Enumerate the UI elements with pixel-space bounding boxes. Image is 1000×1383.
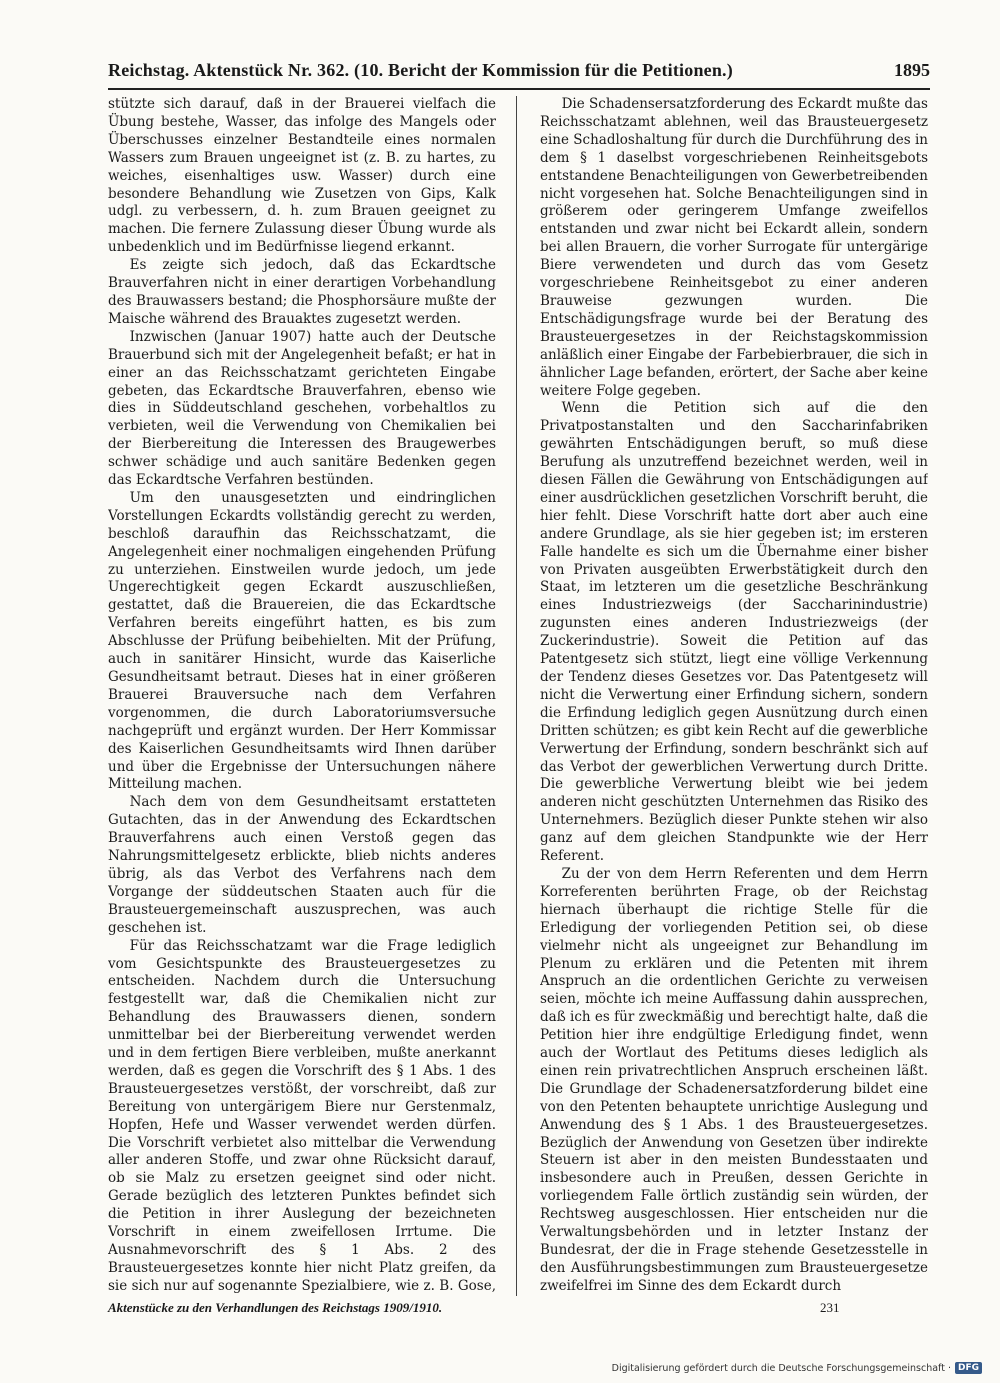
dfg-logo-icon: DFG xyxy=(955,1362,982,1374)
paragraph: Die Schadensersatzforderung des Eckardt mußte das Reichsschatzamt ablehnen, weil das Brausteuergesetz eine Schadloshaltung für durch die Durchführung des in dem § 1 daselbst vorgeschriebenen Reinheitsgebots entstandene Benachteiligungen von Gewerbetreibenden nicht vorgesehen hat. Solche Benachteiligungen sind in größerem oder geringerem Umfange zweifellos entstanden und zwar nicht bei Eckardt allein, sondern bei allen Brauern, die vorher Surrogate für untergärige Biere verwendeten und durch das vom Gesetz vorgeschriebene Reinheitsgebot zu einer anderen Brauweise gezwungen wurden. Die Entschädigungsfrage wurde bei der Beratung des Brausteuergesetzes in der Reichstagskommission anläßlich einer Eingabe der Farbebierbrauer, die sich in ähnlicher Lage befanden, erörtert, der Sache aber keine weitere Folge gegeben. xyxy=(540,96,928,399)
paragraph: Zu der von dem Herrn Referenten und dem Herrn Korreferenten berührten Frage, ob der Reichstag hiernach überhaupt die richtige Stelle für die Erledigung der vorliegenden Petition sei, ob diese vielmehr nicht als ungeeignet zur Behandlung im Plenum zu erklären und die Petenten mit ihrem Anspruch an die ordentlichen Gerichte zu verweisen seien, möchte ich meine Auffassung dahin aussprechen, daß ich es für zweckmäßig und berechtigt halte, daß die Petition hier ihre endgültige Erledigung findet, wenn auch der Wortlaut des Petitums dieses lediglich als einen rein privatrechtlichen Anspruch erscheinen läßt. Die Grundlage der Schadenersatzforderung bildet eine von den Petenten behauptete unrichtige Auslegung und Anwendung des § 1 Abs. 1 des Brausteuergesetzes. Bezüglich der Anwendung von Gesetzen über indirekte Steuern ist aber in den meisten Bundesstaaten und insbesondere auch in Preußen, dessen Gerichte in vorliegendem Falle örtlich zuständig sein würden, der Rechtsweg ausgeschlossen. Hier entscheiden nur die Verwaltungsbehörden und in letzter Instanz der Bundesrat, der die in Frage stehende Gesetzesstelle in den Ausführungsbestimmungen zum Brausteuergesetze zweifelfrei im Sinne des dem Eckardt durch xyxy=(540,865,928,1294)
footer-publication: Aktenstücke zu den Verhandlungen des Reichstags 1909/1910. xyxy=(108,1300,443,1315)
paragraph: Es zeigte sich jedoch, daß das Eckardtsche Brauverfahren nicht in einer derartigen Vorbehandlung des Brauwassers bestand; die Phosphorsäure mußte der Maische während des Brauaktes zugesetzt werden. xyxy=(108,257,496,327)
header-title: Reichstag. Aktenstück Nr. 362. (10. Bericht der Kommission für die Petitionen.) xyxy=(108,60,733,80)
paragraph: Um den unausgesetzten und eindringlichen Vorstellungen Eckardts vollständig gerecht zu werden, beschloß daraufhin das Reichsschatzamt, die Angelegenheit einer nochmaligen eingehenden Prüfung zu unterziehen. Einstweilen wurde jedoch, um jede Ungerechtigkeit gegen Eckardt auszuschließen, gestattet, daß die Brauereien, die das Eckardtsche Verfahren bereits eingeführt hatten, es bis zum Abschlusse der Prüfung beibehielten. Mit der Prüfung, auch in sanitärer Hinsicht, wurde das Kaiserliche Gesundheitsamt betraut. Dieses hat in einer größeren Brauerei Brauversuche nach dem Verfahren vorgenommen, die durch Laboratoriumsversuche nachgeprüft und ergänzt wurden. Der Herr Kommissar des Kaiserlichen Gesundheitsamts wird Ihnen darüber und über die Ergebnisse der Untersuchungen nähere Mitteilung machen. xyxy=(108,489,496,793)
paragraph: stützte sich darauf, daß in der Brauerei vielfach die Übung bestehe, Wasser, das infolge des Mangels oder Überschusses einzelner Bestandteile eines normalen Wassers zum Brauen ungeeignet ist (z. B. zu hartes, zu weiches, eisenhaltiges usw. Wasser) durch eine besondere Behandlung wie Zusetzen von Gips, Kalk udgl. zu verbessern, d. h. zum Brauen geeignet zu machen. Die fernere Zulassung dieser Übung wurde als unbedenklich und im Bedürfnisse liegend erkannt. xyxy=(108,96,496,256)
running-header xyxy=(108,60,930,86)
header-rule xyxy=(108,88,930,90)
paragraph: Inzwischen (Januar 1907) hatte auch der Deutsche Brauerbund sich mit der Angelegenheit befaßt; er hat in einer an das Reichsschatzamt gerichteten Eingabe gebeten, das Eckardtsche Brauverfahren, ebenso wie dies in Süddeutschland geschehen, vorbehaltlos zu verbieten, weil die Verwendung von Chemikalien bei der Bierbereitung die Interessen des Braugewerbes schwer schädige und auch sanitäre Bedenken gegen das Eckardtsche Verfahren bestünden. xyxy=(108,328,496,489)
digitization-credit xyxy=(612,1360,982,1376)
paragraph: Wenn die Petition sich auf die den Privatpostanstalten und den Saccharinfabriken gewährten Entschädigungen beruft, so muß diese Berufung als unzutreffend bezeichnet werden, weil in diesen Fällen die Gewährung von Entschädigungen auf einer ausdrücklichen gesetzlichen Vorschrift beruht, die hier fehlt. Diese Vorschrift hatte dort aber auch eine andere Grundlage, als sie hier gegeben ist; im ersteren Falle handelte es sich um die Übernahme einer bisher von Privaten ausgeübten Erwerbstätigkeit durch den Staat, im letzteren um die gesetzliche Beschränkung eines Industriezweigs (der Saccharinindustrie) zugunsten eines anderen Industriezweigs (der Zuckerindustrie). Soweit die Petition auf das Patentgesetz sich stützt, liegt eine völlige Verkennung der Tendenz dieses Gesetzes vor. Das Patentgesetz will nicht die Verwertung einer Erfindung sichern, sondern die Erfindung lediglich gegen Ausnützung durch einen Dritten schützen; es gibt kein Recht auf die gewerbliche Verwertung der Erfindung, sondern beschränkt sich auf das Verbot der gewerblichen Verwertung durch Dritte. Die gewerbliche Verwertung bleibt wie bei jedem anderen nicht geschützten Unternehmen das Risiko des Unternehmers. Bezüglich dieser Punkte stehen wir also ganz auf dem gleichen Standpunkte wie der Herr Referent. xyxy=(540,400,928,865)
right-column xyxy=(540,96,928,1296)
left-column xyxy=(108,96,496,1296)
paragraph: Nach dem von dem Gesundheitsamt erstatteten Gutachten, das in der Anwendung des Eckardtschen Brauverfahrens auch einen Verstoß gegen das Nahrungsmittelgesetz erblickte, blieb nichts anderes übrig, als das Verbot des Verfahrens nach dem Vorgange der süddeutschen Staaten auch für die Brausteuergemeinschaft auszusprechen, was auch geschehen ist. xyxy=(108,794,496,936)
footer-page-number: 231 xyxy=(820,1300,840,1315)
paragraph: Für das Reichsschatzamt war die Frage lediglich vom Gesichtspunkte des Brausteuergesetzes zu entscheiden. Nachdem durch die Untersuchung festgestellt war, daß die Chemikalien nicht zur Behandlung des Brauwassers dienen, sondern unmittelbar bei der Bierbereitung verwendet werden und in dem fertigen Biere verbleiben, mußte anerkannt werden, daß es gegen die Vorschrift des § 1 Abs. 1 des Brausteuergesetzes verstößt, der vorschreibt, daß zur Bereitung von untergärigem Biere nur Gerstenmalz, Hopfen, Hefe und Wasser verwendet werden dürfen. Die Vorschrift verbietet also mittelbar die Verwendung aller anderen Stoffe, und zwar ohne Rücksicht darauf, ob sie Malz zu ersetzen geeignet sind oder nicht. Gerade bezüglich des letzteren Punktes befindet sich die Petition in ihrer Auslegung der bezeichneten Vorschrift in einem zweifellosen Irrtume. Die Ausnahmevorschrift des § 1 Abs. 2 des Brausteuergesetzes konnte hier nicht Platz greifen, da sie sich nur auf sogenannte Spezialbiere, wie z. B. Gose, xyxy=(108,937,496,1294)
header-page-number: 1895 xyxy=(894,60,930,80)
column-divider xyxy=(516,96,517,1296)
credit-text: Digitalisierung gefördert durch die Deutsche Forschungsgemeinschaft · xyxy=(611,1362,951,1374)
